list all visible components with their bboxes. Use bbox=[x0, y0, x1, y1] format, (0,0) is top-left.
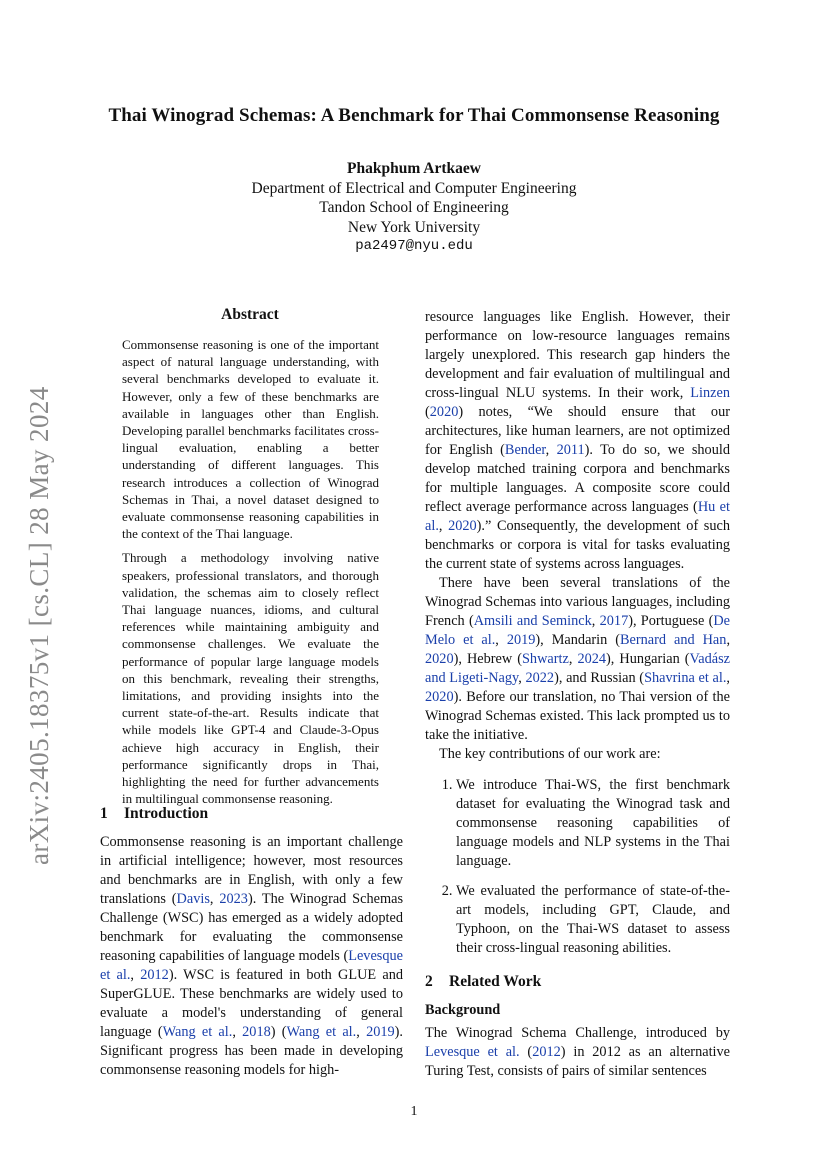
citation-link[interactable]: Wang et al. bbox=[162, 1024, 233, 1040]
citation-link[interactable]: Levesque et al. bbox=[100, 948, 403, 983]
citation-link[interactable]: 2020 bbox=[425, 689, 454, 705]
citation-link[interactable]: 2012 bbox=[532, 1044, 561, 1060]
section-heading-related-work bbox=[425, 972, 730, 991]
citation-link[interactable]: Levesque et al. bbox=[425, 1044, 520, 1060]
citation-link[interactable]: Amsili and Seminck bbox=[473, 613, 592, 629]
citation-link[interactable]: Shavrina et al. bbox=[644, 670, 727, 686]
citation-link[interactable]: De Melo et al. bbox=[425, 613, 731, 648]
section-heading-introduction bbox=[100, 805, 208, 823]
abstract-heading: Abstract bbox=[221, 306, 279, 323]
abstract-paragraph: Commonsense reasoning is one of the important aspect of natural language understanding, with several benchmarks developed to evaluate it. However, only a few of these benchmarks are available in languages other than English. Developing parallel benchmarks facilitates cross-lingual evaluation, enabling a better understanding of different languages. This research introduces a collection of Winograd Schemas in Thai, a novel dataset designed to evaluate commonsense reasoning capabilities in the context of the Thai language. bbox=[122, 337, 380, 542]
citation-link[interactable]: 2018 bbox=[242, 1024, 271, 1040]
section-title: Introduction bbox=[124, 805, 209, 822]
author-email[interactable]: pa2497@nyu.edu bbox=[355, 238, 473, 254]
section-number: 1 bbox=[100, 805, 108, 822]
body-paragraph: The Winograd Schema Challenge, introduced by Levesque et al. (2012) in 2012 as an alternative Turing Test, consists of pairs of similar sentences bbox=[425, 1025, 731, 1079]
list-item: 2. We evaluated the performance of state-of-the-art models, including GPT, Claude, and Typhoon, on the Thai-WS dataset to assess their cross-lingual reasoning abilities. bbox=[456, 882, 730, 958]
body-paragraph: resource languages like English. However, their performance on low-resource languages remains largely unexplored. This research gap hinders the development and fair evaluation of multilingual and cross-lingual NLU systems. In their work, Linzen (2020) notes, “We should ensure that our architectures, like human learners, are not optimized for English (Bender, 2011). To do so, we should develop matched training corpora and benchmarks for multiple languages. A composite score could reflect average performance across languages (Hu et al., 2020).” Consequently, the development of such benchmarks or corpora is vital for tasks evaluating the current state of systems across languages. bbox=[425, 309, 730, 572]
affiliation-university: New York University bbox=[347, 218, 481, 236]
citation-link[interactable]: 2011 bbox=[556, 442, 585, 458]
list-item: 1. We introduce Thai-WS, the first benchmark dataset for evaluating the Winograd task and commonsense reasoning capabilities of language models and NLP systems in the Thai language. bbox=[456, 776, 730, 871]
citation-link[interactable]: 2022 bbox=[525, 670, 555, 686]
citation-link[interactable]: 2017 bbox=[599, 613, 629, 629]
citation-link[interactable]: Bernard and Han bbox=[620, 632, 727, 648]
citation-link[interactable]: 2012 bbox=[140, 967, 169, 983]
citation-link[interactable]: Linzen bbox=[690, 385, 730, 401]
author-name: Phakphum Artkaew bbox=[347, 160, 481, 177]
citation-link[interactable]: Davis bbox=[176, 891, 210, 907]
citation-link[interactable]: Shwartz bbox=[521, 651, 569, 667]
section-number: 2 bbox=[425, 973, 433, 990]
citation-link[interactable]: 2020 bbox=[448, 518, 477, 534]
abstract-paragraph: Through a methodology involving native speakers, professional translators, and thorough validation, the schemas aim to closely reflect Thai language nuances, idioms, and cultural references while maintaining ambiguity and commonsense challenges. We evaluate the performance of popular large language models on this benchmark, revealing their strengths, limitations, and providing insights into the current state-of-the-art. Results indicate that while models like GPT-4 and Claude-3-Opus achieve high accuracy in English, their performance significantly drops in Thai, highlighting the need for further advancements in multilingual commonsense reasoning. bbox=[122, 550, 379, 807]
citation-link[interactable]: Vadász and Ligeti-Nagy bbox=[425, 651, 731, 686]
right-column bbox=[425, 308, 730, 1081]
citation-link[interactable]: 2023 bbox=[219, 891, 248, 907]
body-paragraph: The key contributions of our work are: bbox=[439, 746, 661, 762]
paper-title: Thai Winograd Schemas: A Benchmark for Thai Commonsense Reasoning bbox=[108, 105, 720, 126]
affiliation-department: Department of Electrical and Computer Engineering bbox=[251, 179, 577, 197]
citation-link[interactable]: Bender bbox=[504, 442, 546, 458]
body-paragraph: There have been several translations of the Winograd Schemas into various languages, including French (Amsili and Seminck, 2017), Portuguese (De Melo et al., 2019), Mandarin (Bernard and Han, 2020), Hebrew (Shwartz, 2024), Hungarian (Vadász and Ligeti-Nagy, 2022), and Russian (Shavrina et al., 2020). Before our translation, no Thai version of the Winograd Schemas existed. This lack prompted us to take the initiative. bbox=[425, 575, 731, 743]
citation-link[interactable]: 2019 bbox=[506, 632, 536, 648]
abstract-body bbox=[122, 336, 379, 814]
contributions-list bbox=[425, 776, 730, 958]
page-number: 1 bbox=[410, 1104, 418, 1119]
citation-link[interactable]: Hu et al. bbox=[425, 499, 730, 534]
author-block bbox=[0, 159, 828, 257]
intro-body bbox=[100, 833, 403, 1080]
arxiv-stamp: arXiv:2405.18375v1 [cs.CL] 28 May 2024 bbox=[24, 386, 54, 865]
intro-paragraph: Commonsense reasoning is an important challenge in artificial intelligence; however, most resources and benchmarks are in English, with only a few translations (Davis, 2023). The Winograd Schemas Challenge (WSC) has emerged as a widely adopted benchmark for evaluating the commonsense reasoning capabilities of language models (Levesque et al., 2012). WSC is featured in both GLUE and SuperGLUE. These benchmarks are widely used to evaluate a model's understanding of general language (Wang et al., 2018) (Wang et al., 2019). Significant progress has been made in developing commonsense reasoning models for high- bbox=[100, 834, 404, 1078]
citation-link[interactable]: 2020 bbox=[429, 404, 459, 420]
section-title: Related Work bbox=[449, 973, 542, 990]
subsection-heading: Background bbox=[425, 1002, 501, 1018]
citation-link[interactable]: 2020 bbox=[425, 651, 454, 667]
citation-link[interactable]: 2019 bbox=[366, 1024, 395, 1040]
affiliation-school: Tandon School of Engineering bbox=[319, 199, 509, 216]
citation-link[interactable]: 2024 bbox=[577, 651, 607, 667]
citation-link[interactable]: Wang et al. bbox=[286, 1024, 357, 1040]
